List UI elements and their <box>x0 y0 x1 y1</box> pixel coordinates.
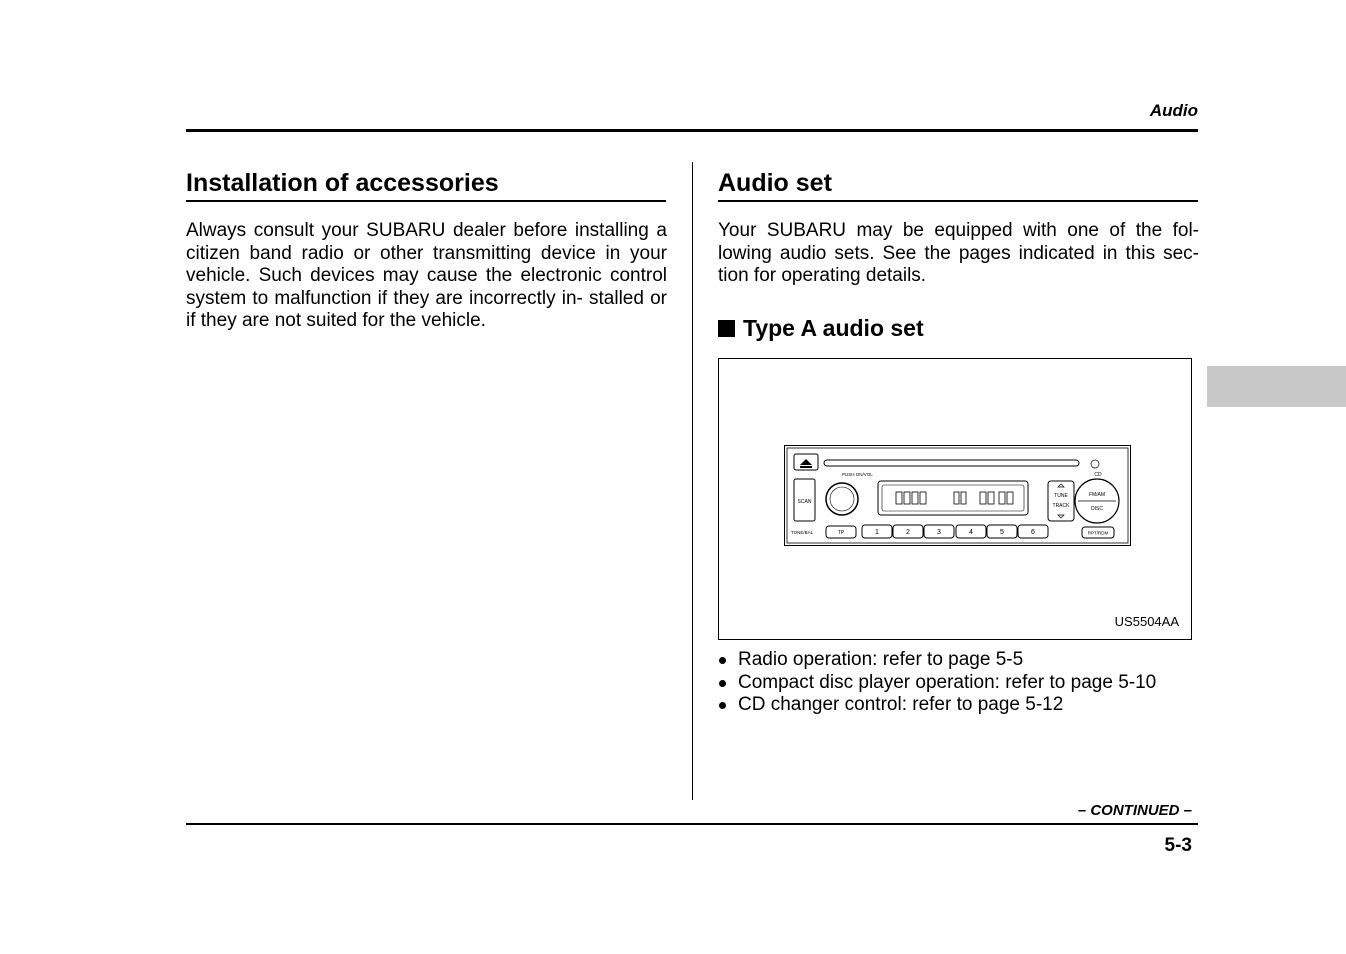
operation-list <box>718 649 1156 717</box>
preset-label: 4 <box>969 529 973 536</box>
preset-label: 3 <box>937 529 941 536</box>
list-item: CD changer control: refer to page 5-12 <box>718 694 1156 717</box>
disc-label: DISC <box>1091 506 1103 512</box>
preset-label: 1 <box>875 529 879 536</box>
list-item: Compact disc player operation: refer to page 5-10 <box>718 672 1156 695</box>
subheading-type-a <box>718 314 924 342</box>
section-rule <box>186 200 666 202</box>
scan-label: SCAN <box>797 499 812 505</box>
tone-bal-label: TONE/BAL <box>790 530 814 535</box>
volume-knob <box>826 483 858 515</box>
figure-code: US5504AA <box>1114 614 1179 629</box>
continued-label: – CONTINUED – <box>1077 802 1192 819</box>
header-rule <box>186 129 1198 132</box>
section-title-installation: Installation of accessories <box>186 169 499 197</box>
preset-label: 5 <box>1000 529 1004 536</box>
running-header: Audio <box>1149 101 1198 120</box>
column-divider <box>692 162 693 800</box>
section-title-audio-set: Audio set <box>718 169 832 197</box>
tune-label: TUNE <box>1054 493 1068 499</box>
tp-label: TP <box>837 530 845 536</box>
installation-paragraph: Always consult your SUBARU dealer before installing a citizen band radio or other transmitting device in your vehicle. Such devices may cause the electronic control system to malfunction if they are incorrectly in- stalled or if they are not suited for the vehicle. <box>186 220 667 332</box>
audio-set-paragraph: Your SUBARU may be equipped with one of the fol- lowing audio sets. See the pages indicated in this sec- tion for operating details. <box>718 220 1199 287</box>
list-item: Radio operation: refer to page 5-5 <box>718 649 1156 672</box>
radio-figure <box>718 358 1192 640</box>
fm-am-label: FM/AM <box>1088 492 1106 498</box>
preset-label: 2 <box>906 529 910 536</box>
cd-badge-label: CD <box>1094 472 1102 478</box>
chapter-tab <box>1207 366 1346 407</box>
footer-rule <box>186 823 1198 825</box>
square-bullet-icon <box>718 320 735 337</box>
cd-slot <box>824 460 1079 466</box>
subheading-label: Type A audio set <box>743 315 924 341</box>
radio-illustration <box>784 445 1131 546</box>
eject-button <box>794 454 818 470</box>
preset-label: 6 <box>1031 529 1035 536</box>
push-on-vol-label: PUSH ON/VOL <box>842 472 873 477</box>
page-number: 5-3 <box>1164 835 1192 856</box>
track-label: TRACK <box>1052 503 1070 509</box>
section-rule <box>718 200 1198 202</box>
rpt-rdm-label: RPT/RDM <box>1087 530 1109 536</box>
lcd-display <box>878 481 1028 515</box>
